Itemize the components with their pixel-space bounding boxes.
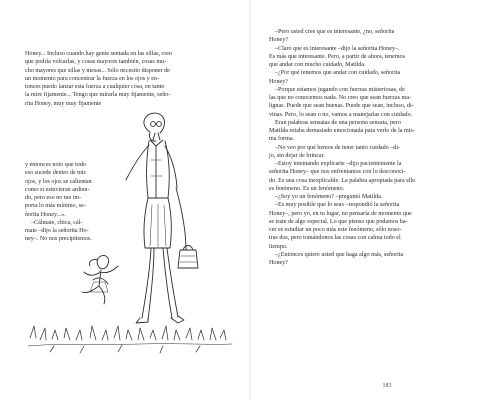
text-line: –No veo por qué hemos de tener tanto cuidado –di-	[275, 144, 401, 151]
right-page-text	[269, 28, 484, 267]
text-line: un momento para concentrar la fuerza en los ojos y en-	[25, 75, 160, 82]
text-line: y entonces noto que todo	[25, 162, 86, 168]
text-line: se trate de algo especial. Lo que pienso que podamos ha-	[269, 218, 408, 225]
illustration-miss-honey-and-matilda	[0, 0, 249, 400]
page-number: 183	[382, 383, 392, 389]
text-line: señorita Honey– que nos enfrentamos con lo desconoci-	[269, 169, 406, 176]
text-line: ojos, y los ojos se calientan	[25, 178, 92, 185]
grass-ground	[28, 326, 232, 353]
text-line: las que no conocemos nada. No creo que sean fuerzas ma-	[269, 95, 411, 101]
text-line: ñorita Honey...».	[25, 211, 66, 218]
text-line: que podría volcarlas, y cosas mayores también, cosas mu-	[25, 59, 167, 66]
text-line: –Estoy intentando explicarte –dijo pacientemente la	[275, 161, 402, 167]
text-line: la mire fijamente... Tengo que mirarla muy fijamente, seño-	[25, 92, 171, 99]
text-line: Es más que interesante. Pero, a partir de ahora, tenemos	[269, 53, 406, 60]
text-line: –Cálmate, chica, cál-	[31, 219, 83, 226]
text-line: tonces puedo lanzar esta fuerza a cualquier cosa, en tanto	[25, 84, 165, 90]
text-line: –Porque estamos jugando con fuerzas misteriosas, de	[275, 86, 405, 93]
text-line: do. Es una cosa inexplicable. La palabra apropiada para ello	[269, 177, 416, 184]
text-line: Honey?	[269, 78, 288, 85]
text-line: como si estuvieran ardien-	[25, 186, 90, 193]
text-line: –¿Soy yo un fenómeno? –preguntó Matilda.	[275, 194, 383, 200]
text-line: eso sucede dentro de mis	[25, 170, 86, 177]
text-line: rita Honey, muy muy fijamente	[25, 100, 102, 107]
right-page	[251, 0, 500, 400]
text-line: ma forma.	[269, 136, 295, 143]
text-line: porta lo más mínimo, se-	[25, 203, 86, 210]
text-line: –¿Por qué tenemos que andar con cuidado, señorita	[275, 70, 401, 77]
text-line: jo, sin dejar de brincar.	[269, 152, 325, 159]
text-line: cer es estudiar un poco más este fenómeno, sólo noso-	[269, 227, 402, 233]
text-line: lignas. Puede que sean buenas. Puede que sean, incluso, di-	[269, 103, 414, 110]
left-page	[0, 0, 249, 400]
text-line: vinas. Pero, lo sean o no, vamos a manejarlas con cuidado.	[269, 111, 413, 118]
text-line: –Claro que es interesante –dijo la señorita Honey–.	[275, 45, 400, 52]
text-line: –Pero usted cree que es interesante, ¿no, señorita	[275, 29, 395, 35]
text-line: tras dos, pero tomándonos las cosas con calma todo el	[269, 235, 401, 242]
text-line: que andar con mucho cuidado, Matilda.	[269, 62, 366, 68]
matilda-figure	[82, 255, 118, 304]
text-line: cho mayores que sillas y mesas... Sólo necesito disponer de	[25, 67, 170, 74]
text-line: ney–. No nos precipitemos.	[25, 236, 92, 243]
miss-honey-figure	[126, 113, 198, 323]
text-line: Honey–, pero yo, en tu lugar, no pensaría de momento que	[269, 210, 412, 217]
text-line: Honey?	[269, 260, 288, 266]
text-line: Honey... Incluso cuando hay gente sentada en las sillas, creo	[25, 51, 172, 57]
text-line: tiempo.	[269, 243, 288, 250]
text-line: mate –dijo la señorita Ho-	[25, 228, 89, 234]
text-line: –¿Entonces quiere usted que haga algo más, señorita	[275, 251, 404, 258]
text-line: es fenómeno. Es un fenómeno.	[269, 185, 345, 192]
text-line: Matilda estaba demasiado emocionada para verlo de la mis-	[269, 128, 415, 134]
text-line: do, pero eso no me im-	[25, 195, 82, 201]
text-line: Honey?	[269, 37, 288, 44]
text-line: –Es muy posible que lo seas –respondió la señorita	[275, 202, 400, 209]
text-line: Eran palabras sensatas de una persona sensata, pero	[275, 119, 401, 126]
